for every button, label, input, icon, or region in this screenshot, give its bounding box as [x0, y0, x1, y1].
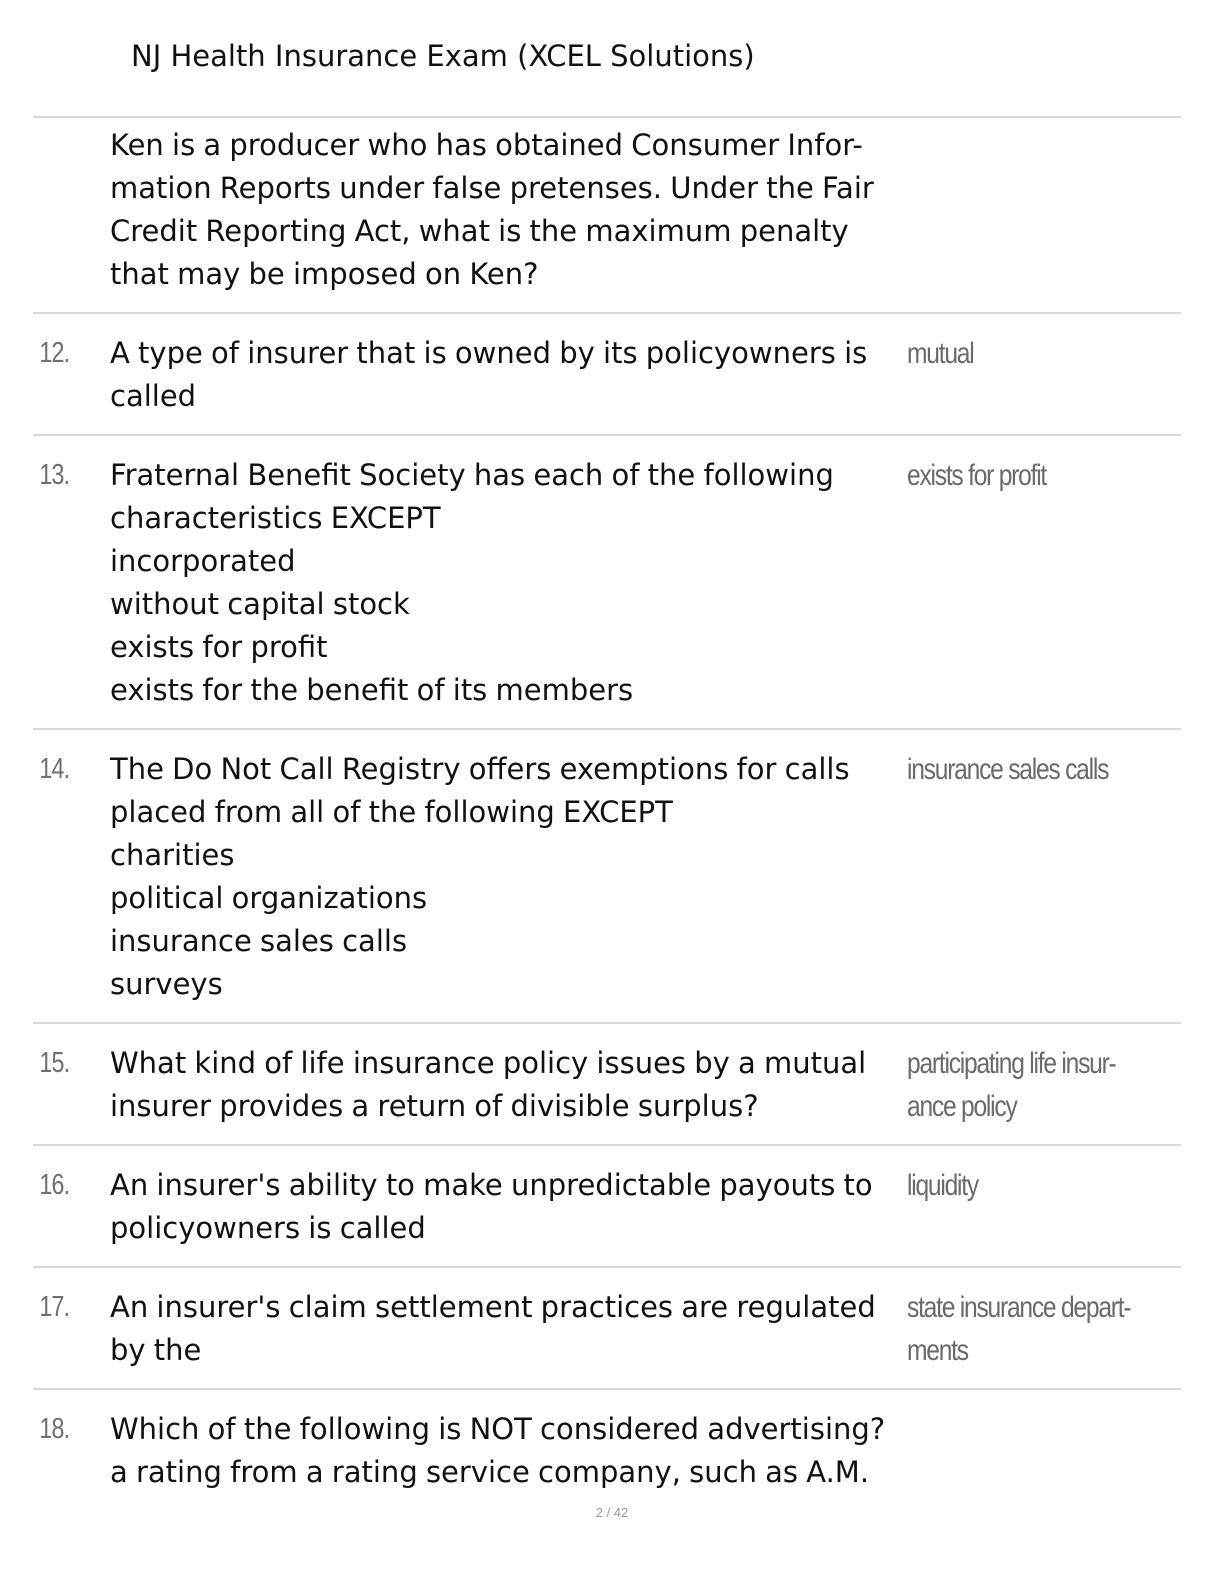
flashcard-row: [33, 1388, 1181, 1510]
question-line: What kind of life insurance policy issues by a mutual: [110, 1046, 867, 1080]
question-text: [110, 454, 907, 712]
question-line: surveys: [110, 967, 223, 1001]
question-line: An insurer's ability to make unpredictable payouts to: [110, 1168, 873, 1202]
question-text: [110, 748, 907, 1006]
flashcard-row: [33, 116, 1181, 312]
answer-line: state insurance depart-: [907, 1291, 1131, 1324]
question-line: that may be imposed on Ken?: [110, 257, 539, 291]
answer-text: [907, 332, 1181, 418]
question-line: by the: [110, 1333, 202, 1367]
flashcard-list: [33, 116, 1181, 1510]
answer-line: ance policy: [907, 1090, 1017, 1123]
flashcard-row: [33, 434, 1181, 728]
question-number: 13.: [39, 459, 70, 491]
question-text: [110, 124, 907, 296]
flashcard-row: [33, 312, 1181, 434]
question-line: insurer provides a return of divisible surplus?: [110, 1089, 759, 1123]
answer-text: [907, 124, 1181, 296]
question-line: placed from all of the following EXCEPT: [110, 795, 673, 829]
answer-line: exists for profit: [907, 459, 1047, 492]
question-line: Fraternal Benefit Society has each of the following: [110, 458, 834, 492]
flashcard-row: [33, 1266, 1181, 1388]
question-number: 18.: [39, 1413, 70, 1445]
answer-text: [907, 454, 1181, 712]
question-text: [110, 332, 907, 418]
question-line: mation Reports under false pretenses. Under the Fair: [110, 171, 874, 205]
question-number: 15.: [39, 1047, 70, 1079]
answer-line: liquidity: [907, 1169, 978, 1202]
question-text: [110, 1408, 907, 1494]
question-number: 17.: [39, 1291, 70, 1323]
flashcard-row: [33, 1144, 1181, 1266]
question-line: a rating from a rating service company, such as A.M.: [110, 1455, 870, 1489]
question-line: Which of the following is NOT considered advertising?: [110, 1412, 886, 1446]
question-line: Ken is a producer who has obtained Consumer Infor-: [110, 128, 863, 162]
question-number: 16.: [39, 1169, 70, 1201]
question-line: policyowners is called: [110, 1211, 426, 1245]
answer-line: participating life insur-: [907, 1047, 1116, 1080]
question-line: charities: [110, 838, 235, 872]
answer-line: ments: [907, 1334, 968, 1367]
document-title: NJ Health Insurance Exam (XCEL Solutions): [131, 39, 755, 73]
question-text: [110, 1286, 907, 1372]
question-line: exists for the benefit of its members: [110, 673, 634, 707]
answer-text: [907, 1408, 1181, 1494]
question-line: exists for profit: [110, 630, 328, 664]
answer-line: mutual: [907, 337, 974, 370]
question-number: 12.: [39, 337, 70, 369]
flashcard-row: [33, 1022, 1181, 1144]
question-line: called: [110, 379, 197, 413]
question-text: [110, 1164, 907, 1250]
question-number: [33, 124, 95, 296]
question-line: Credit Reporting Act, what is the maximum penalty: [110, 214, 849, 248]
question-line: An insurer's claim settlement practices are regulated: [110, 1290, 876, 1324]
question-line: characteristics EXCEPT: [110, 501, 441, 535]
answer-text: [907, 1164, 1181, 1250]
page-number: 2 / 42: [595, 1505, 629, 1520]
flashcard-row: [33, 728, 1181, 1022]
question-line: without capital stock: [110, 587, 410, 621]
answer-line: insurance sales calls: [907, 753, 1109, 786]
question-line: A type of insurer that is owned by its policyowners is: [110, 336, 868, 370]
question-text: [110, 1042, 907, 1128]
question-number: 14.: [39, 753, 70, 785]
answer-text: [907, 1042, 1181, 1128]
question-line: political organizations: [110, 881, 428, 915]
question-line: incorporated: [110, 544, 296, 578]
question-line: insurance sales calls: [110, 924, 408, 958]
question-line: The Do Not Call Registry offers exemptions for calls: [110, 752, 850, 786]
answer-text: [907, 748, 1181, 1006]
answer-text: [907, 1286, 1181, 1372]
